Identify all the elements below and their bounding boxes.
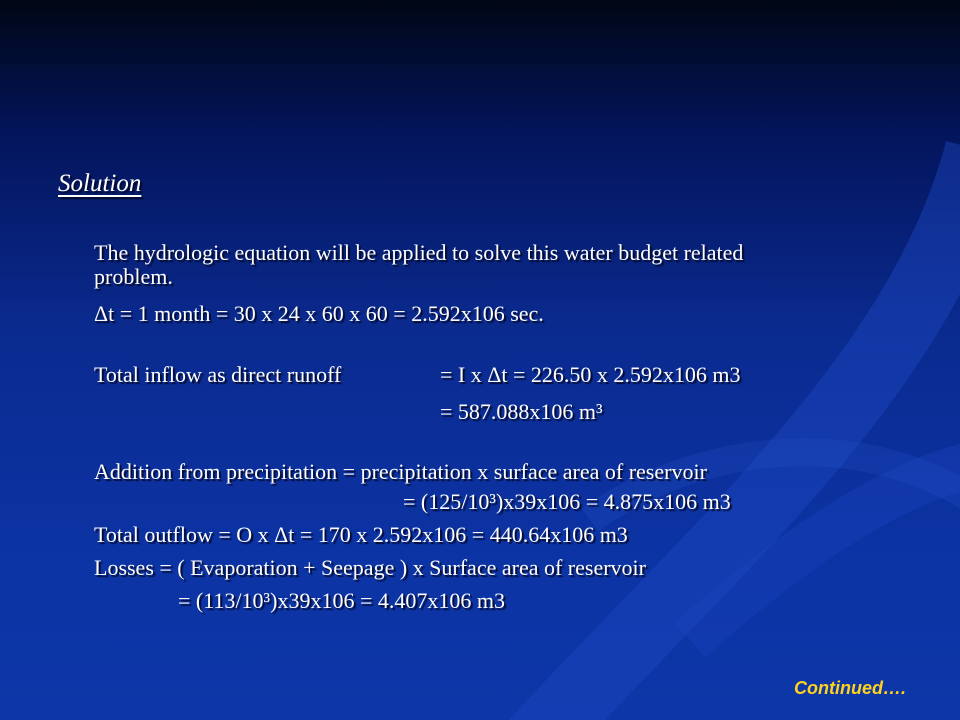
inflow-label: Total inflow as direct runoff — [94, 362, 342, 387]
precipitation-line-2: = (125/10³)x39x106 = 4.875x106 m3 — [403, 489, 731, 514]
losses-line-1: Losses = ( Evaporation + Seepage ) x Surface area of reservoir — [94, 555, 646, 580]
slide-heading: Solution — [58, 170, 142, 197]
inflow-equation-2: = 587.088x106 m³ — [440, 399, 603, 424]
continued-label: Continued…. — [794, 678, 906, 698]
outflow-equation: Total outflow = O x Δt = 170 x 2.592x106 = 440.64x106 m3 — [94, 522, 628, 547]
delta-t-equation: Δt = 1 month = 30 x 24 x 60 x 60 = 2.592x106 sec. — [94, 301, 544, 326]
losses-line-2: = (113/10³)x39x106 = 4.407x106 m3 — [178, 588, 505, 613]
intro-line-1: The hydrologic equation will be applied to solve this water budget related — [94, 240, 744, 265]
intro-line-2: problem. — [94, 264, 173, 289]
precipitation-line-1: Addition from precipitation = precipitation x surface area of reservoir — [94, 459, 707, 484]
inflow-equation-1: = I x Δt = 226.50 x 2.592x106 m3 — [440, 362, 741, 387]
